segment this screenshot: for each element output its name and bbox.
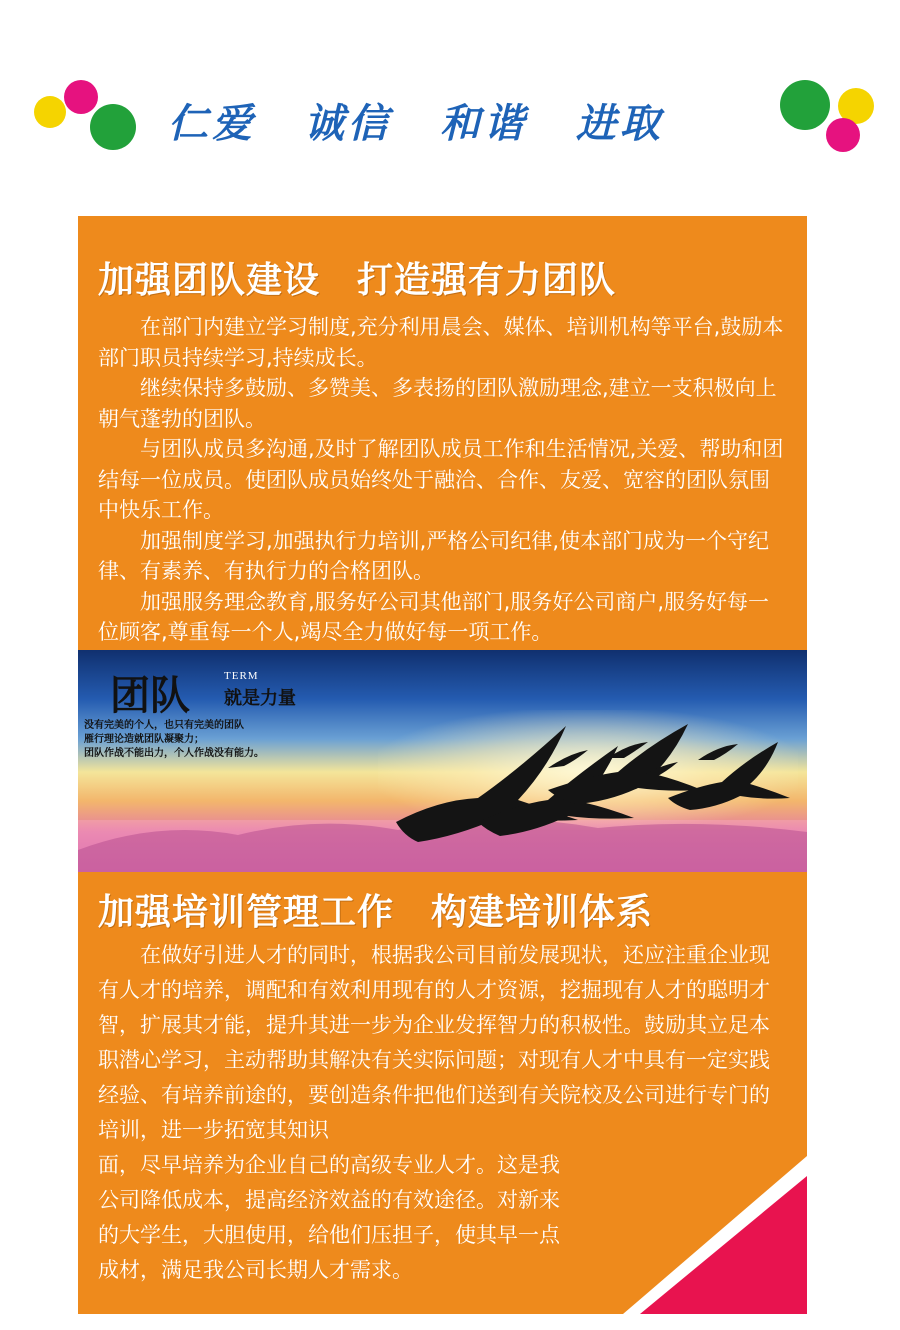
section1-title: 加强团队建设 打造强有力团队	[98, 260, 617, 301]
red-corner-triangle	[78, 216, 807, 1314]
banner-term: TERM	[224, 670, 259, 682]
section2-line: 成材，满足我公司长期人才需求。	[98, 1258, 413, 1282]
motto-item: 诚信	[303, 101, 392, 147]
motto-item: 仁爱	[168, 101, 256, 147]
banner-line: 没有完美的个人，也只有完美的团队	[84, 720, 244, 731]
section1-paragraph: 继续保持多鼓励、多赞美、多表扬的团队激励理念,建立一支积极向上朝气蓬勃的团队。	[98, 376, 777, 431]
yellow-dot-left	[34, 96, 66, 128]
section2-line: 的大学生，大胆使用，给他们压担子，使其早一点	[98, 1223, 560, 1247]
section2-line: 公司降低成本，提高经济效益的有效途径。对新来	[98, 1188, 560, 1212]
section2-title: 加强培训管理工作 构建培训体系	[98, 892, 654, 933]
section1-paragraph: 加强制度学习,加强执行力培训,严格公司纪律,使本部门成为一个守纪律、有素养、有执行力的合格团队。	[98, 528, 770, 583]
magenta-dot-right	[826, 118, 860, 152]
green-dot-left	[90, 104, 136, 150]
banner-subtitle: 就是力量	[224, 688, 296, 709]
section2-line: 面，尽早培养为企业自己的高级专业人才。这是我	[98, 1153, 560, 1177]
orange-panel	[78, 216, 807, 1314]
section1-paragraph: 与团队成员多沟通,及时了解团队成员工作和生活情况,关爱、帮助和团结每一位成员。使团队成员始终处于融洽、合作、友爱、宽容的团队氛围中快乐工作。	[98, 437, 784, 522]
section1-paragraph: 加强服务理念教育,服务好公司其他部门,服务好公司商户,服务好每一位顾客,尊重每一个人,竭尽全力做好每一项工作。	[98, 589, 770, 644]
section2-paragraph: 在做好引进人才的同时，根据我公司目前发展现状，还应注重企业现有人才的培养，调配和有效利用现有的人才资源，挖掘现有人才的聪明才智，扩展其才能，提升其进一步为企业发挥智力的积极性。鼓励其立足本职潜心学习，主动帮助其解决有关实际问题；对现有人才中具有一定实践经验、有培养前途的，要创造条件把他们送到有关院校及公司进行专门的培训，进一步拓宽其知识	[98, 943, 770, 1142]
banner-line: 团队作战不能出力，个人作战没有能力。	[84, 748, 264, 759]
motto-heading	[168, 92, 768, 149]
green-dot-right	[780, 80, 830, 130]
banner-title: 团队	[110, 672, 190, 719]
motto-item: 进取	[575, 101, 664, 147]
banner-line: 雁行理论造就团队凝聚力；	[84, 734, 204, 745]
motto-item: 和谐	[439, 101, 528, 147]
magenta-dot-left	[64, 80, 98, 114]
section1-paragraph: 在部门内建立学习制度,充分利用晨会、媒体、培训机构等平台,鼓励本部门职员持续学习,持续成长。	[98, 315, 784, 370]
